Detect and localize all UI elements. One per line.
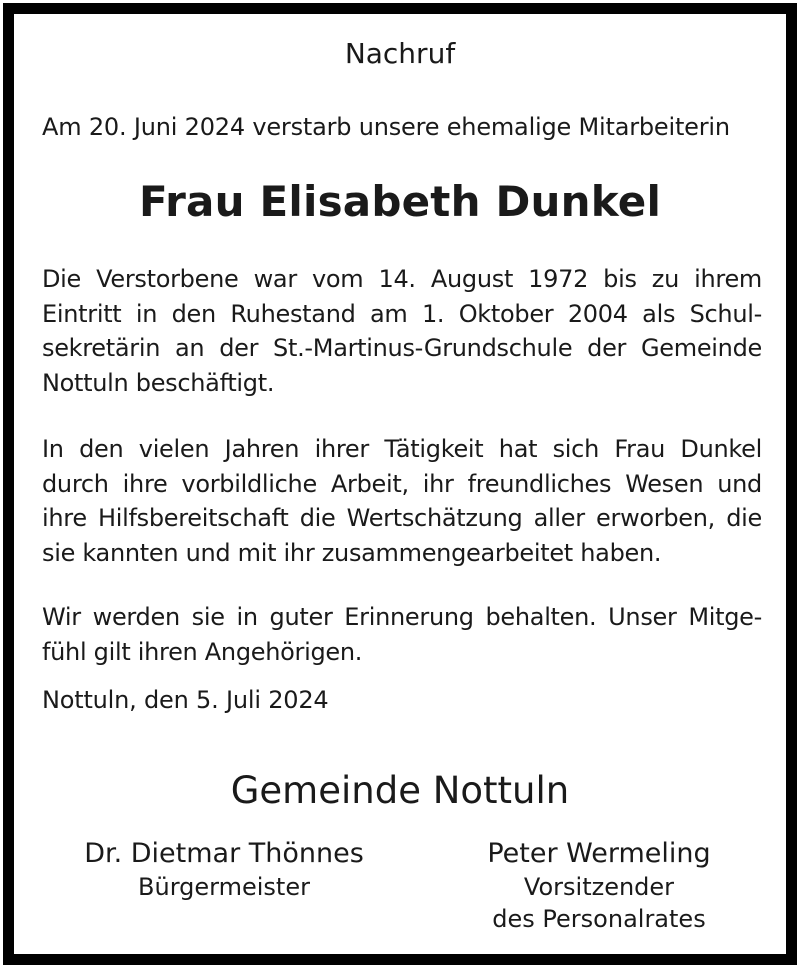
paragraph-line: sie kannten und mit ihr zusammengearbeitet haben. xyxy=(42,538,662,567)
signatory-name: Peter Wermeling xyxy=(487,838,711,869)
signatory-role: des Personalrates xyxy=(492,905,706,933)
deceased-name: Frau Elisabeth Dunkel xyxy=(138,177,662,226)
tribute-paragraph xyxy=(42,432,762,570)
paragraph-line: ihre Hilfsbereitschaft die Wertschätzung aller erworben, die xyxy=(42,504,762,532)
condolence-paragraph xyxy=(42,600,762,669)
paragraph-line: sekretärin an der St.-Martinus-Grundschule der Gemeinde xyxy=(42,334,762,362)
paragraph-line: Wir werden sie in guter Erinnerung behalten. Unser Mitge- xyxy=(42,603,762,631)
place-date: Nottuln, den 5. Juli 2024 xyxy=(42,686,329,714)
organization-name: Gemeinde Nottuln xyxy=(230,769,570,812)
paragraph-line: Die Verstorbene war vom 14. August 1972 bis zu ihrem xyxy=(42,265,762,293)
paragraph-line: fühl gilt ihren Angehörigen. xyxy=(42,637,363,666)
paragraph-line: Eintritt in den Ruhestand am 1. Oktober 2004 als Schul- xyxy=(42,299,762,328)
paragraph-line: In den vielen Jahren ihrer Tätigkeit hat sich Frau Dunkel xyxy=(42,435,762,463)
obituary-frame xyxy=(3,3,797,965)
signatory-role: Vorsitzender xyxy=(523,873,675,901)
signatory-role: Bürgermeister xyxy=(138,873,310,901)
service-paragraph xyxy=(42,262,762,400)
signatory-mayor xyxy=(59,837,389,903)
signatory-name: Dr. Dietmar Thönnes xyxy=(84,838,364,869)
intro-line: Am 20. Juni 2024 verstarb unsere ehemalige Mitarbeiterin xyxy=(42,113,730,141)
paragraph-line: Nottuln beschäftigt. xyxy=(42,368,275,397)
paragraph-line: durch ihre vorbildliche Arbeit, ihr freundliches Wesen und xyxy=(42,469,762,498)
signatory-council-chair xyxy=(434,837,764,935)
notice-heading: Nachruf xyxy=(344,37,456,70)
